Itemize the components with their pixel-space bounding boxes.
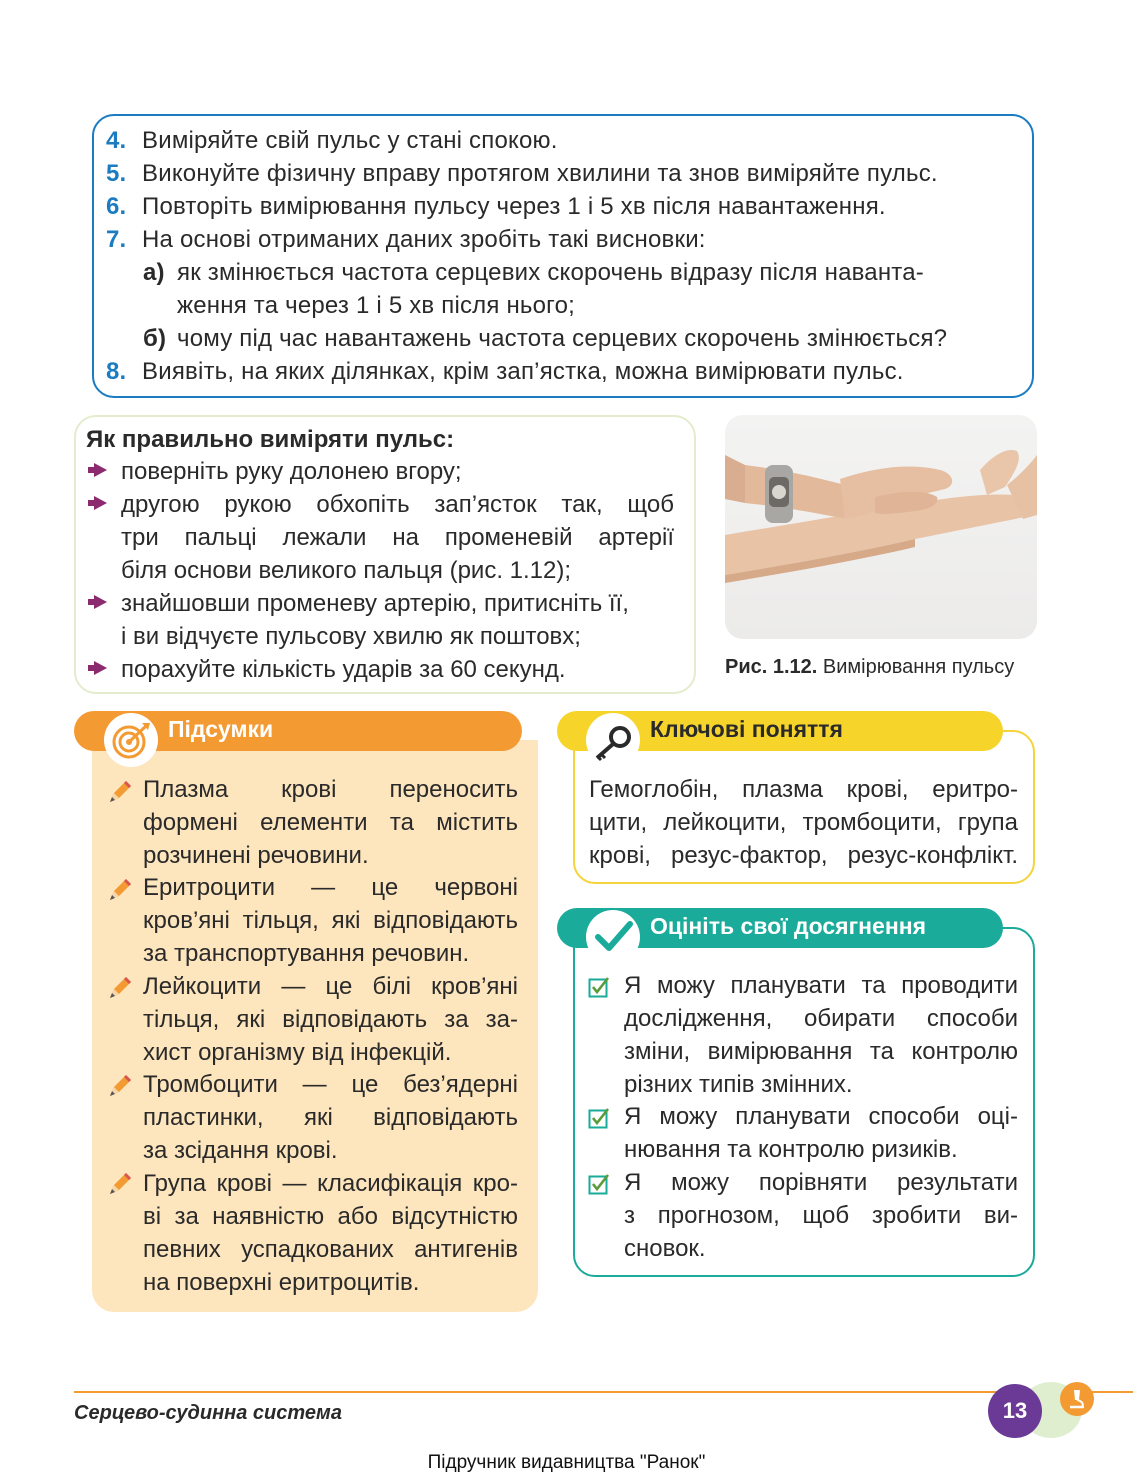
task-text: На основі отриманих даних зробіть такі висновки:	[142, 226, 706, 253]
pulse-step: порахуйте кількість ударів за 60 секунд.	[121, 656, 566, 683]
pulse-step: поверніть руку долонею вгору;	[121, 458, 462, 485]
subitem-label: а)	[143, 259, 165, 286]
summary-line: за зсідання крові.	[143, 1137, 338, 1164]
task-text: Виявіть, на яких ділянках, крім зап’ястка, можна вимірювати пульс.	[142, 358, 904, 385]
summary-line: певних успадкованих антигенів	[143, 1236, 518, 1263]
summary-line: Тромбоцити — це без’ядерні	[143, 1071, 518, 1098]
task-number: 8.	[106, 358, 127, 385]
summary-line: розчинені речовини.	[143, 842, 369, 869]
task-text: Виміряйте свій пульс у стані спокою.	[142, 127, 558, 154]
achievement-line: з прогнозом, щоб зробити ви-	[624, 1202, 1018, 1229]
pencil-icon	[106, 778, 134, 806]
achievement-line: зміни, вимірювання та контролю	[624, 1038, 1018, 1065]
summary-line: хист організму від інфекцій.	[143, 1039, 452, 1066]
pulse-title: Як правильно виміряти пульс:	[86, 426, 455, 453]
task-subitem-a	[143, 256, 924, 289]
task-number: 7.	[106, 226, 127, 253]
summary-line: Лейкоцити — це білі кров’яні	[143, 973, 518, 1000]
pulse-step-cont: біля основи великого пальця (рис. 1.12);	[121, 557, 572, 584]
task-text: Повторіть вимірювання пульсу через 1 і 5 хв після навантаження.	[142, 193, 886, 220]
checkmark-icon	[586, 910, 640, 964]
task-subitem-a-cont: ження та через 1 і 5 хв після нього;	[177, 292, 575, 319]
task-item	[106, 355, 904, 388]
task-subitem-b	[143, 322, 947, 355]
task-text: Виконуйте фізичну вправу протягом хвилини та знов виміряйте пульс.	[142, 160, 938, 187]
key-concepts-title: Ключові поняття	[650, 716, 843, 742]
summary-line: Плазма крові переносить	[143, 776, 518, 803]
key-concepts-line: Гемоглобін, плазма крові, еритро-	[589, 776, 1018, 803]
page-number: 13	[988, 1384, 1042, 1438]
summary-line: тільця, які відповідають за за-	[143, 1006, 518, 1033]
summary-line: пластинки, які відповідають	[143, 1104, 518, 1131]
figure-caption	[725, 656, 1014, 679]
checkbox-checked-icon	[588, 1173, 610, 1195]
task-number: 6.	[106, 193, 127, 220]
key-concepts-line: цити, лейкоцити, тромбоцити, група	[589, 809, 1018, 836]
footer-divider	[74, 1391, 1133, 1393]
pulse-step-cont: три пальці лежали на променевій артерії	[121, 524, 674, 551]
task-item	[106, 223, 706, 256]
task-item	[106, 124, 558, 157]
task-item	[106, 157, 938, 190]
key-concepts-line: крові, резус-фактор, резус-конфлікт.	[589, 842, 1018, 869]
subitem-text: як змінюється частота серцевих скорочень відразу після наванта-	[177, 259, 924, 286]
achievement-line: Я можу планувати способи оці-	[624, 1103, 1018, 1130]
arrow-bullet-icon	[94, 595, 107, 609]
checkbox-checked-icon	[588, 976, 610, 998]
pencil-icon	[106, 1170, 134, 1198]
summary-line: формені елементи та містить	[143, 809, 518, 836]
summary-line: Група крові — класифікація кро-	[143, 1170, 518, 1197]
subitem-text: чому під час навантажень частота серцевих скорочень змінюється?	[177, 325, 948, 352]
wrist-illustration	[725, 415, 1037, 639]
summary-line: Еритроцити — це червоні	[143, 874, 518, 901]
achievement-line: дослідження, обирати способи	[624, 1005, 1018, 1032]
summary-line: за транспортування речовин.	[143, 940, 470, 967]
target-icon	[104, 713, 158, 767]
task-item	[106, 190, 886, 223]
summary-line: кров’яні тільця, які відповідають	[143, 907, 518, 934]
caption-label: Рис. 1.12.	[725, 656, 818, 678]
summary-line: ві за наявністю або відсутністю	[143, 1203, 518, 1230]
achievement-line: різних типів змінних.	[624, 1071, 853, 1098]
pencil-icon	[106, 1072, 134, 1100]
arrow-bullet-icon	[94, 496, 107, 510]
achievement-line: сновок.	[624, 1235, 706, 1262]
pulse-step-cont: і ви відчуєте пульсову хвилю як поштовх;	[121, 623, 581, 650]
achievement-line: Я можу порівняти результати	[624, 1169, 1018, 1196]
subitem-label: б)	[143, 325, 167, 352]
achievement-line: Я можу планувати та проводити	[624, 972, 1018, 999]
achievements-title: Оцініть свої досягнення	[650, 913, 927, 939]
summary-line: на поверхні еритроцитів.	[143, 1269, 420, 1296]
pulse-step: знайшовши променеву артерію, притисніть її,	[121, 590, 629, 617]
summary-title: Підсумки	[168, 716, 274, 742]
microscope-badge-icon	[1060, 1382, 1094, 1416]
pulse-measurement-photo	[725, 415, 1037, 639]
arrow-bullet-icon	[94, 463, 107, 477]
arrow-bullet-icon	[94, 661, 107, 675]
caption-text: Вимірювання пульсу	[822, 656, 1015, 678]
pencil-icon	[106, 974, 134, 1002]
task-number: 4.	[106, 127, 127, 154]
publisher-note: Підручник видавництва "Ранок"	[427, 1452, 706, 1473]
pencil-icon	[106, 876, 134, 904]
task-number: 5.	[106, 160, 127, 187]
achievement-line: нювання та контролю ризиків.	[624, 1136, 958, 1163]
chapter-title: Серцево-судинна система	[74, 1402, 342, 1424]
pulse-step: другою рукою обхопіть зап’ясток так, щоб	[121, 491, 674, 518]
checkbox-checked-icon	[588, 1107, 610, 1129]
key-icon	[586, 713, 640, 767]
